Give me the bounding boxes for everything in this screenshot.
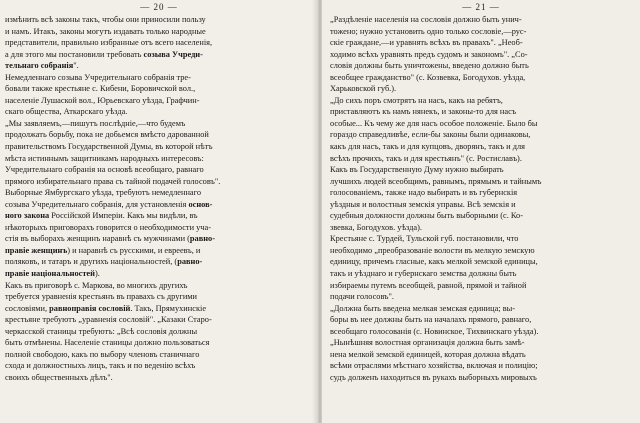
text-line: звевка, Богодухов. уѣзда). [330, 222, 422, 232]
text-line: измѣнить всѣ законы такъ, чтобы они приносили пользу [5, 15, 206, 24]
text-line: населеніе Лушаской вол., Юрьевскаго уѣзда, Графчин- [5, 95, 200, 105]
text-line: „Нынѣшняя волостная организація должна быть замѣ- [330, 338, 525, 348]
text-line: требуется уравненія крестьянъ въ правахъ съ другими [5, 292, 198, 302]
text-line: ходимо всѣхъ уравнять предъ судомъ и закономъ". „Со- [330, 49, 528, 59]
page-number-right: — 21 — [462, 2, 500, 12]
text-line: поляковъ, и татаръ и другихъ національностей, (равно- [5, 257, 203, 267]
right-page-text [330, 14, 632, 384]
text-line: подачи голосовъ". [330, 292, 394, 302]
text-line: „Раздѣленіе населенія на сословія должно быть унич- [330, 15, 522, 24]
text-line: тельнаго собранія". [5, 61, 79, 71]
text-line: сословіями, равноправія сословій. Такъ, Прямухинскіе [5, 303, 207, 313]
text-line: „До сихъ поръ смотрятъ на насъ, какъ на ребятъ, [330, 95, 503, 105]
page-number-left: — 20 — [140, 2, 178, 12]
text-line: боры въ нее должны быть на началахъ прямого, равнаго, [330, 315, 532, 325]
text-line: Немедленнаго созыва Учредительнаго собранія тре- [5, 72, 191, 82]
text-line: ного закона Россійской Имперіи. Какъ мы видѣли, въ [5, 211, 198, 221]
right-page [322, 0, 640, 423]
text-line: гораздо справедливѣе, если-бы законы были одинаковы, [330, 130, 531, 140]
text-line: Крестьяне с. Турдей, Тульской губ. постановили, что [330, 234, 519, 244]
text-line: бовали также крестьяне с. Кибени, Боровичской вол., [5, 84, 196, 94]
text-line: прямого избирательнаго права съ тайной подачей голосовъ". [5, 176, 221, 186]
text-line: словія должны быть уничтожены, введено должно быть [330, 61, 529, 71]
left-page [0, 0, 318, 423]
text-line: правительствомъ Государственной Думы, въ которой нѣтъ [5, 142, 213, 152]
text-line: представители, правильно избранные отъ всего населенія, [5, 38, 213, 48]
text-line: своихъ общественныхъ дѣлъ". [5, 372, 113, 382]
text-line: правіе національностей). [5, 269, 100, 279]
text-line: созыва Учредительнаго собранія, для установленія основ- [5, 199, 213, 209]
text-line: всеобщее гражданство" (с. Козвевка, Богодухов. уѣзда, [330, 72, 526, 82]
text-line: всѣхъ прочихъ, такъ и для крестьянъ" (с. Ростиславъ). [330, 153, 522, 163]
text-line: уѣздныя и волостныя земскія управы. Всѣ земскія и [330, 199, 516, 209]
text-line: всѣми отраслями мѣстнаго хозяйства, включая и полицію; [330, 361, 538, 371]
text-line: мѣста истиннымъ защитникамъ народныхъ интересовъ: [5, 153, 204, 163]
text-line: быть отмѣнены. Населеніе станицы должно пользоваться [5, 338, 210, 348]
text-line: особые... Къ чему же для насъ особое положеніе. Было бы [330, 118, 538, 128]
text-line: скаго общества, Аткарскаго уѣзда. [5, 107, 128, 117]
text-line: Какъ въ приговорѣ с. Маркова, во многихъ другихъ [5, 280, 188, 290]
text-line: Выборные Ямбургскаго уѣзда, требуютъ немедленнаго [5, 188, 201, 198]
text-line: правіе женщинъ) и наравнѣ съ русскими, и евреевъ, и [5, 245, 201, 255]
text-line: всеобщаго голосованія (с. Новинское, Тихвинскаго уѣзда). [330, 326, 539, 336]
text-line: схода и должностныхъ лицъ, такъ и по веденію всѣхъ [5, 361, 196, 371]
text-line: Харьковской губ.). [330, 84, 397, 94]
text-line: крестьяне требуютъ „уравненія сословій". „Казаки Старо- [5, 315, 212, 325]
text-line: нѣкоторыхъ приговорахъ говорится о необходимости уча- [5, 222, 211, 232]
text-line: приставляютъ къ намъ нянекъ, и законы-то для насъ [330, 107, 517, 117]
text-line: „Должна быть введена мелкая земская единица; вы- [330, 303, 516, 313]
left-page-text [5, 14, 305, 384]
text-line: и намъ. Итакъ, законы могутъ издавать только народные [5, 26, 206, 36]
text-line: скіе граждане,—и уравнять всѣхъ въ правахъ". „Необ- [330, 38, 523, 48]
text-line: судъ долженъ находиться въ рукахъ выборныхъ мировыхъ [330, 372, 537, 382]
text-line: нена мелкой земской единицей, которая должна вѣдать [330, 349, 526, 359]
text-line: голосованіемъ, также надо выбирать и въ губернскія [330, 188, 518, 198]
text-line: а для этого мы постановили требовать созыва Учреди- [5, 49, 203, 59]
text-line: Учредительнаго собранія на основѣ всеобщаго, равнаго [5, 165, 204, 175]
text-line: лучшихъ людей всеобщимъ, равнымъ, прямымъ и тайнымъ [330, 176, 542, 186]
text-line: „Мы заявляемъ,—пишутъ послѣдніе,—что будемъ [5, 118, 186, 128]
text-line: полной свободою, какъ по выбору членовъ станичнаго [5, 349, 200, 359]
text-line: единицу, причемъ гласные, какъ мелкой земской единицы, [330, 257, 538, 267]
text-line: такъ и уѣзднаго и губернскаго земства должны быть [330, 269, 517, 279]
text-line: тожено; нужно установить одно только сословіе,—рус- [330, 26, 527, 36]
text-line: необходимо „преобразованіе волости въ мелкую земскую [330, 245, 535, 255]
text-line: избираемы путемъ всеобщей, равной, прямой и тайной [330, 280, 527, 290]
text-line: судебныя должности должны быть выборными (с. Ко- [330, 211, 523, 221]
text-line: стія въ выборахъ женщинъ наравнѣ съ мужчинами (равно- [5, 234, 215, 244]
text-line: продолжать борьбу, пока не добьемся вмѣсто дарованной [5, 130, 209, 140]
text-line: Какъ въ Государственную Думу нужно выбирать [330, 165, 504, 175]
text-line: какъ для насъ, такъ и для купцовъ, дворянъ, такъ и для [330, 142, 525, 152]
text-line: черкасской станицы требуютъ: „Всѣ сословія должны [5, 326, 198, 336]
